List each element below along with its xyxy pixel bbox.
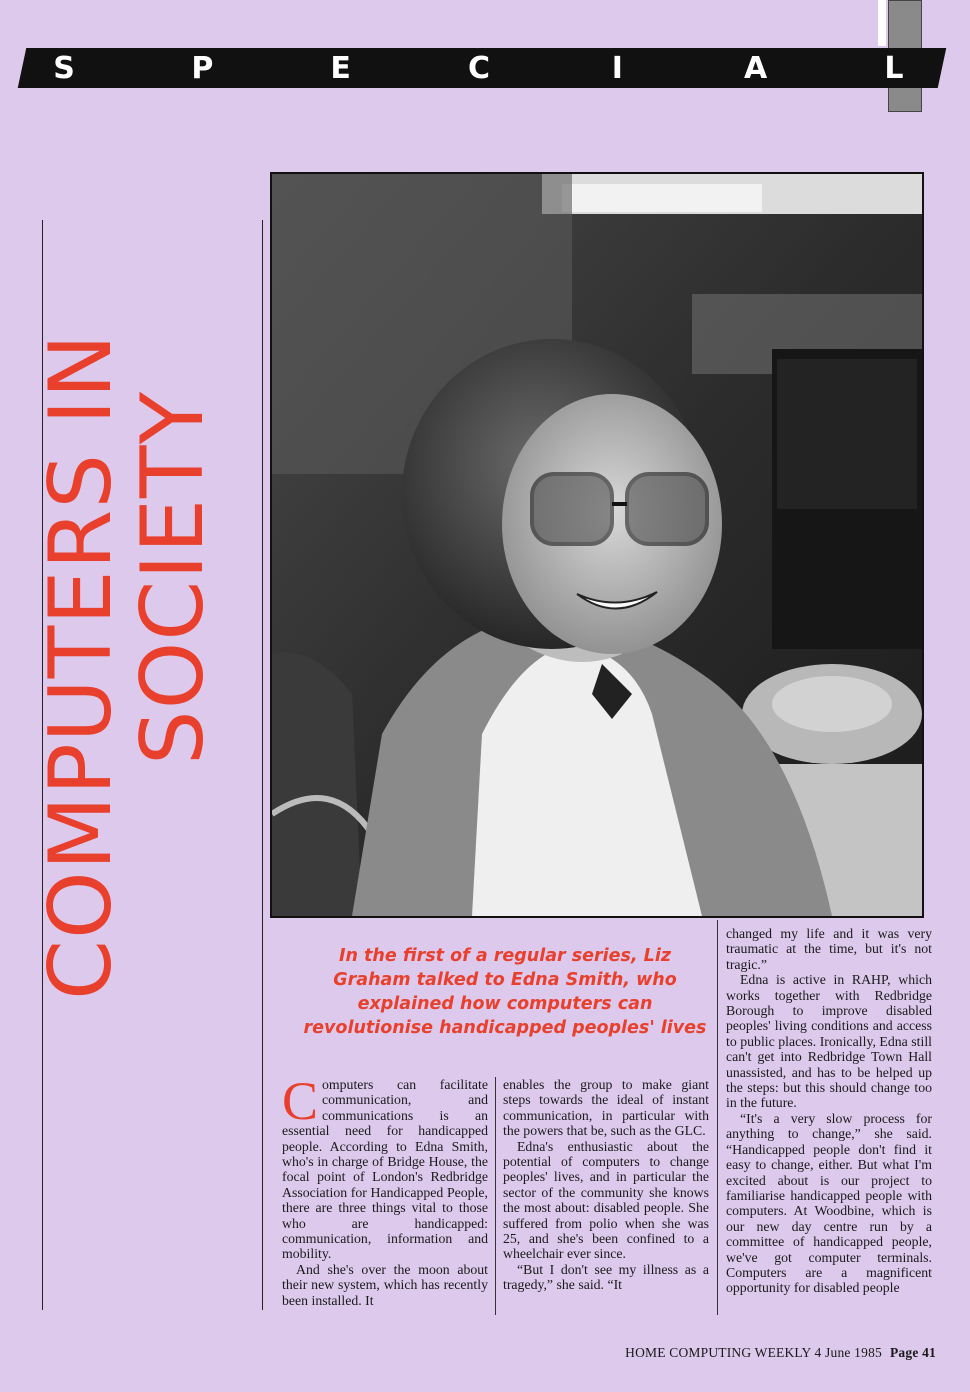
paragraph: And she's over the moon about their new system, which has recently been installed. It — [282, 1261, 488, 1308]
title-line-1: COMPUTERS IN — [31, 333, 131, 1000]
banner-letter: E — [330, 50, 353, 86]
paragraph: changed my life and it was very traumatic at the time, but it's not tragic.” — [726, 926, 932, 972]
paragraph — [282, 1071, 488, 1262]
page-edge-strip — [878, 0, 886, 46]
page-footer — [600, 1345, 936, 1361]
banner-letter: I — [611, 50, 625, 86]
column-rule — [717, 920, 718, 1315]
title-rule-right — [262, 220, 263, 1310]
paragraph: enables the group to make giant steps towards the ideal of instant communication, in particular with the powers that be, such as the GLC. — [503, 1077, 709, 1139]
article-column-2 — [503, 1077, 709, 1293]
banner-letter: A — [744, 50, 770, 86]
portrait-image — [272, 174, 922, 916]
paragraph: “But I don't see my illness as a tragedy,” she said. “It — [503, 1261, 709, 1293]
banner-letter: L — [884, 50, 906, 86]
banner-letter: S — [53, 50, 77, 86]
article-column-3 — [726, 926, 932, 1296]
article-title — [31, 180, 255, 1000]
article-photo — [270, 172, 924, 918]
paragraph: “It's a very slow process for anything to change,” she said. “Handicapped people don't find it easy to change, either. But what I'm excited about is our project to familiarise handicapped people with computers. At Woodbine, which is our new day centre run by a committee of handicapped people, we've got computer terminals. Computers are a magnificent opportunity for disabled people — [726, 1110, 932, 1296]
special-banner-letters — [40, 48, 920, 88]
page-number: Page 41 — [889, 1345, 936, 1360]
title-line-2: SOCIETY — [123, 390, 223, 765]
drop-cap: C — [282, 1071, 319, 1131]
paragraph: Edna's enthusiastic about the potential of computers to change peoples' lives, and in particular the sector of the community she knows the most about: disabled people. She suffered from polio when she was 25, and she's been confined to a wheelchair ever since. — [503, 1138, 709, 1262]
paragraph-text: omputers can facilitate communication, and communications is an essential need for handicapped people. According to Edna Smith, who's in charge of Bridge House, the focal point of London's Redbridge Association for Handicapped People, there are three things vital to those who are handicapped: communication, information and mobility. — [282, 1077, 488, 1262]
paragraph: Edna is active in RAHP, which works together with Redbridge Borough to improve disabled peoples' living conditions and access to public places. Ironically, Edna still can't get into Redbridge Town Hall unassisted, and has to be helped up the steps: but this should change too in the future. — [726, 972, 932, 1111]
column-rule — [495, 1077, 496, 1315]
publication-line: HOME COMPUTING WEEKLY 4 June 1985 — [625, 1345, 882, 1360]
standfirst: In the first of a regular series, Liz Graham talked to Edna Smith, who explained how computers can revolutionise handicapped peoples' lives — [303, 946, 707, 1038]
banner-letter: C — [467, 50, 492, 86]
banner-letter: P — [191, 50, 216, 86]
article-column-1 — [282, 1071, 488, 1308]
